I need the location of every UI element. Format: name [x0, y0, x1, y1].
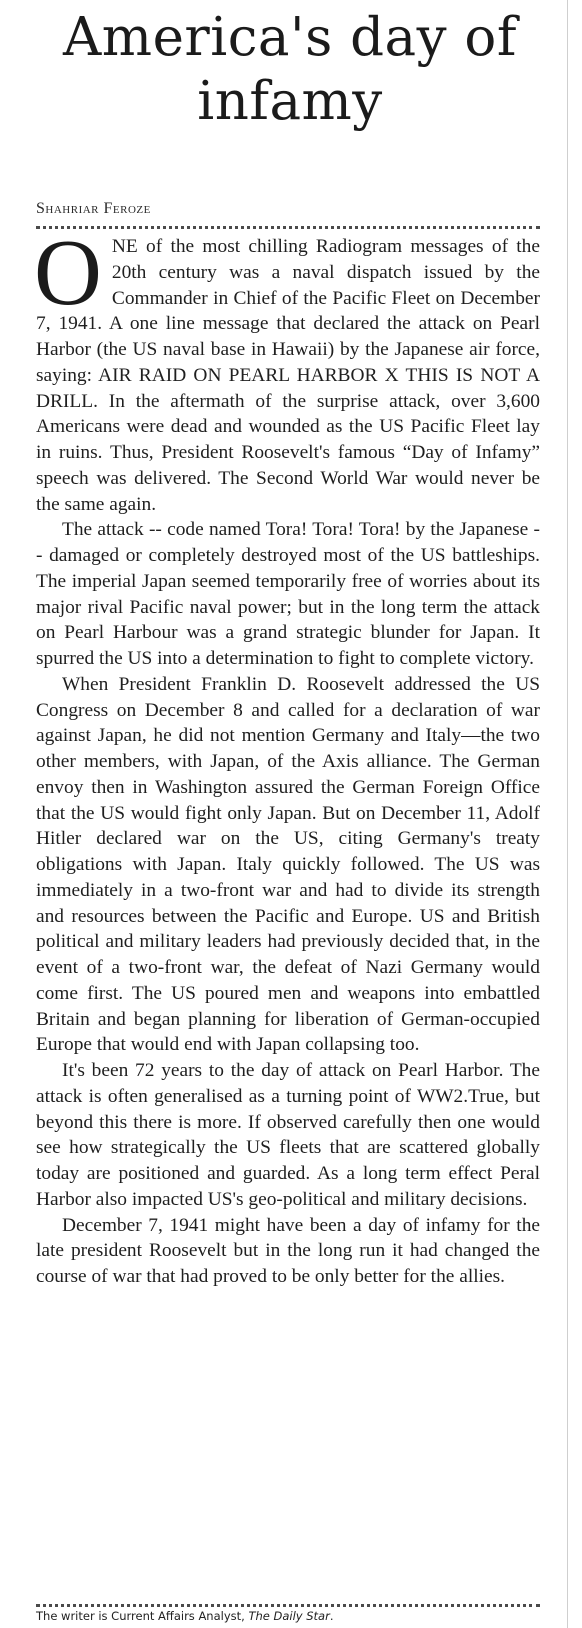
drop-cap: O	[34, 221, 102, 325]
paragraph-4: It's been 72 years to the day of attack on Pearl Harbor. The attack is often generalised as a turning point of WW2.True, but beyond this there is more. If observed carefully then one would see how strategically the US fleets that are scattered globally today are positioned and guarded. As a long term effect Peral Harbor also impacted US's geo-political and military decisions.	[36, 1060, 540, 1210]
paragraph-5: December 7, 1941 might have been a day of infamy for the late president Roosevelt but in the long run it had changed the course of war that had proved to be only better for the allies.	[36, 1214, 540, 1287]
paragraph-1	[34, 221, 540, 517]
headline: America's day of infamy	[63, 7, 517, 132]
publication-name: The Daily Star	[248, 1609, 330, 1623]
author-note	[36, 1608, 334, 1624]
paragraph-3: When President Franklin D. Roosevelt addressed the US Congress on December 8 and called for a declaration of war against Japan, he did not mention Germany and Italy—the two other members, with Japan, of the Axis alliance. The German envoy then in Washington assured the German Foreign Office that the US would fight only Japan. But on December 11, Adolf Hitler declared war on the US, citing Germany's treaty obligations with Japan. Italy quickly followed. The US was immediately in a two-front war and had to divide its strength and resources between the Pacific and Europe. US and British political and military leaders had previously decided that, in the event of a two-front war, the defeat of Nazi Germany would come first. The US poured men and weapons into embattled Britain and began planning for liberation of German-occupied Europe that would end with Japan collapsing too.	[36, 673, 540, 1056]
byline: Shahriar Feroze	[36, 200, 151, 217]
column-rule	[567, 0, 568, 1628]
paragraph-2: The attack -- code named Tora! Tora! Tora! by the Japanese -- damaged or completely destroyed most of the US battleships. The imperial Japan seemed temporarily free of worries about its major rival Pacific naval power; but in the long term the attack on Pearl Harbour was a grand strategic blunder for Japan. It spurred the US into a determination to fight to complete victory.	[36, 519, 540, 669]
paragraph-1-text: NE of the most chilling Radiogram messages of the 20th century was a naval dispatch issued by the Commander in Chief of the Pacific Fleet on December 7, 1941. A one line message that declared the attack on Pearl Harbor (the US naval base in Hawaii) by the Japanese air force, saying: AIR RAID ON PEARL HARBOR X THIS IS NOT A DRILL. In the aftermath of the surprise attack, over 3,600 Americans were dead and wounded as the US Pacific Fleet lay in ruins. Thus, President Roosevelt's famous “Day of Infamy” speech was delivered. The Second World War would never be the same again.	[36, 236, 540, 515]
author-note-end: .	[329, 1609, 334, 1623]
dotted-divider-bottom	[36, 1604, 540, 1607]
article-body	[34, 221, 540, 1290]
author-note-text: The writer is Current Affairs Analyst,	[36, 1609, 249, 1623]
dotted-divider-top	[36, 226, 540, 229]
